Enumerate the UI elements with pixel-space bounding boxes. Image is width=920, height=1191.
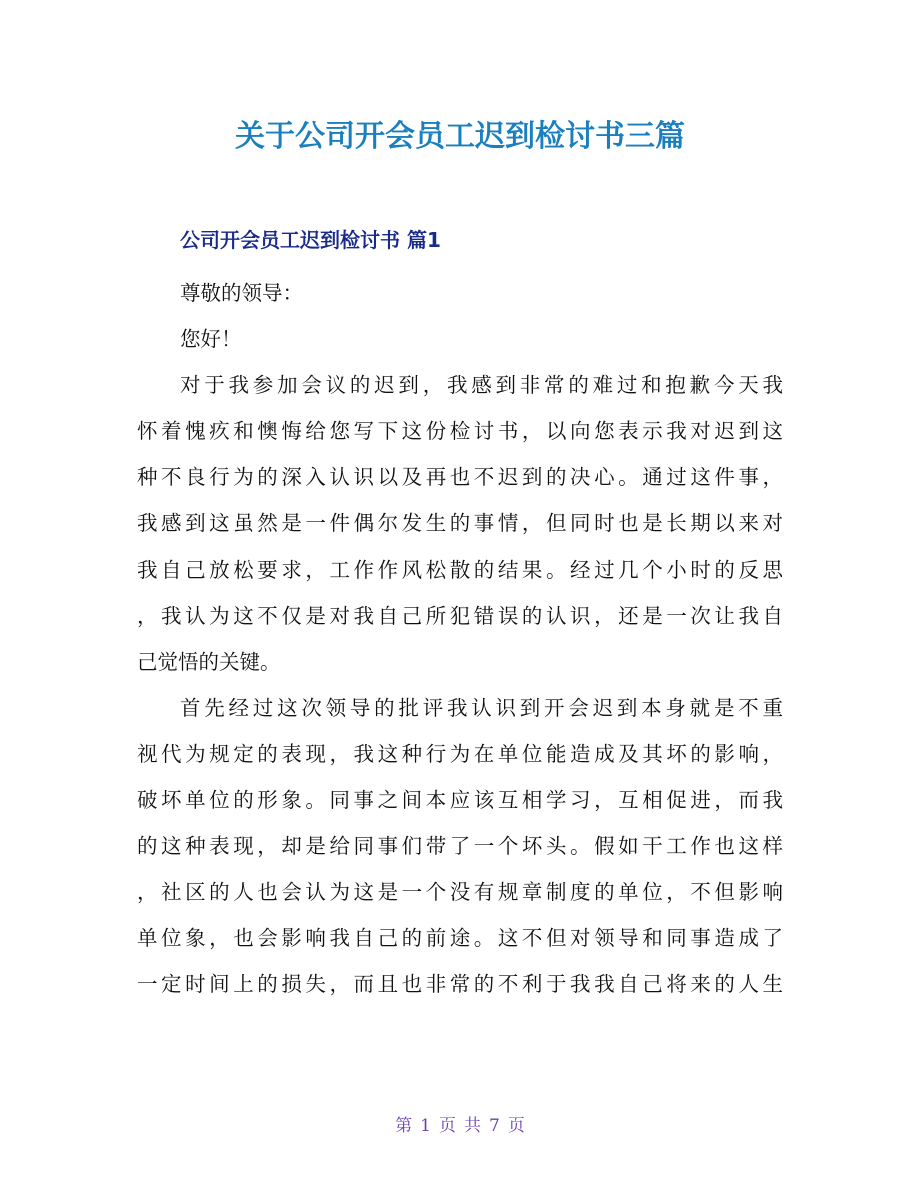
paragraph-line: 单位象，也会影响我自己的前途。这不但对领导和同事造成了: [137, 926, 783, 951]
paragraph-1: [137, 362, 783, 685]
greeting: 您好！: [180, 327, 242, 352]
paragraph-line: 的这种表现，却是给同事们带了一个坏头。假如干工作也这样: [137, 834, 783, 859]
footer-page-number: 1: [420, 1116, 431, 1136]
footer-page-label: 第: [395, 1116, 413, 1136]
footer-page-unit: 页: [439, 1116, 456, 1136]
paragraph-2: [137, 685, 783, 1008]
paragraph-line: 怀着愧疚和懊悔给您写下这份检讨书，以向您表示我对迟到这: [137, 419, 783, 444]
section-heading: 公司开会员工迟到检讨书 篇1: [180, 228, 441, 252]
document-title: 关于公司开会员工迟到检讨书三篇: [235, 119, 685, 154]
paragraph-line: 一定时间上的损失，而且也非常的不利于我我自己将来的人生: [137, 972, 783, 997]
footer-total-pages: 7: [489, 1116, 500, 1136]
paragraph-line: 我感到这虽然是一件偶尔发生的事情，但同时也是长期以来对: [137, 511, 783, 536]
paragraph-line: 视代为规定的表现，我这种行为在单位能造成及其坏的影响，: [137, 741, 783, 766]
paragraph-line: 对于我参加会议的迟到，我感到非常的难过和抱歉今天我: [180, 373, 783, 398]
paragraph-line: 种不良行为的深入认识以及再也不迟到的决心。通过这件事，: [137, 465, 783, 490]
footer-total-unit: 页: [507, 1116, 525, 1136]
paragraph-line: ，社区的人也会认为这是一个没有规章制度的单位，不但影响: [137, 880, 783, 905]
page-footer: [0, 1112, 920, 1140]
footer-total-label: 共: [464, 1116, 481, 1136]
paragraph-line: 首先经过这次领导的批评我认识到开会迟到本身就是不重: [180, 695, 783, 720]
salutation: 尊敬的领导：: [180, 281, 303, 305]
paragraph-line: 破坏单位的形象。同事之间本应该互相学习，互相促进，而我: [137, 788, 783, 813]
paragraph-line: 我自己放松要求，工作作风松散的结果。经过几个小时的反思: [137, 557, 783, 582]
paragraph-line: 己觉悟的关键。: [137, 649, 281, 674]
document-body: [137, 270, 783, 1008]
paragraph-line: ，我认为这不仅是对我自己所犯错误的认识，还是一次让我自: [137, 603, 783, 628]
